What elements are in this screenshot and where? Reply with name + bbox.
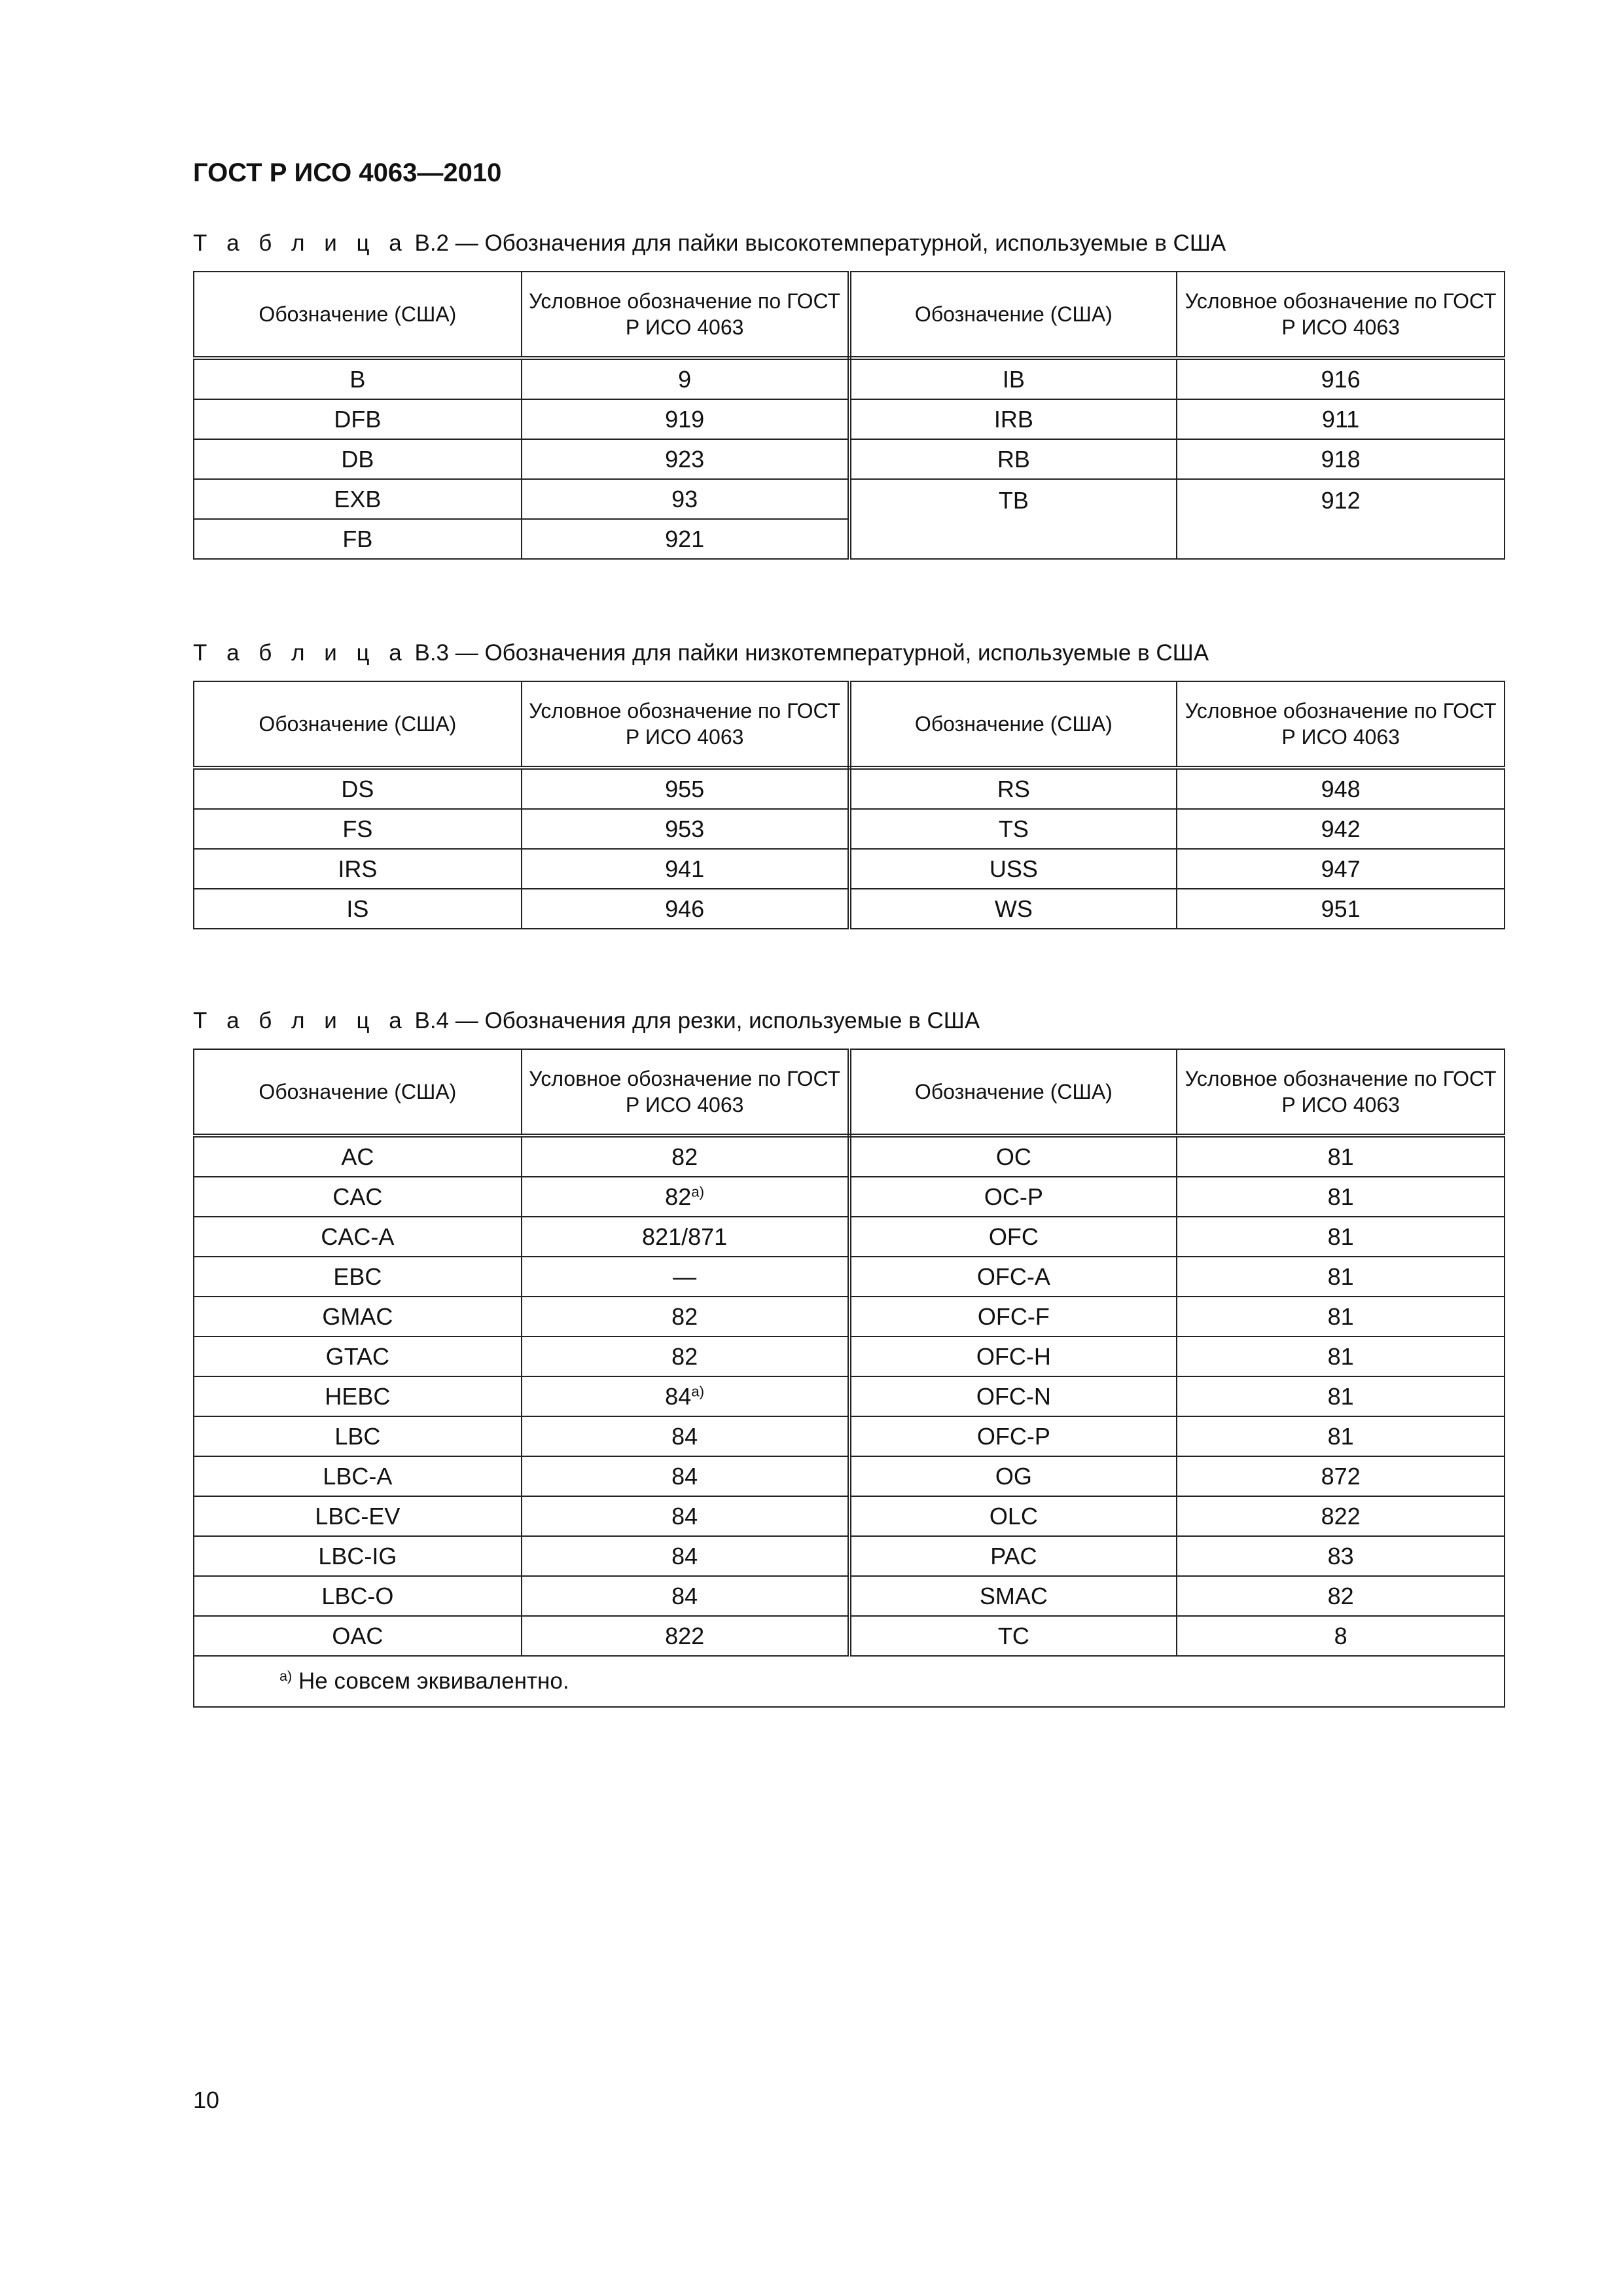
table-b4-header-row xyxy=(194,1049,1505,1136)
table-cell: 919 xyxy=(522,399,849,439)
table-b4 xyxy=(193,1049,1505,1708)
table-b2-header-us-designation: Обозначение (США) xyxy=(194,272,522,358)
table-cell: IRS xyxy=(194,849,522,889)
table-cell: LBC-EV xyxy=(194,1496,522,1536)
table-cell: DB xyxy=(194,439,522,479)
table-cell: USS xyxy=(849,849,1177,889)
table-row xyxy=(194,1536,1505,1576)
table-cell: 82 xyxy=(522,1297,849,1336)
table-b4-header-gost-designation: Условное обозначение по ГОСТ Р ИСО 4063 xyxy=(1177,1049,1505,1136)
table-cell: 916 xyxy=(1177,358,1505,399)
table-cell-value: 82 xyxy=(665,1183,692,1210)
table-cell: 81 xyxy=(1177,1376,1505,1416)
table-row xyxy=(194,1376,1505,1416)
table-row xyxy=(194,1177,1505,1217)
table-b3-caption-text: В.3 — Обозначения для пайки низкотемпературной, используемые в США xyxy=(414,640,1209,666)
table-cell: IB xyxy=(849,358,1177,399)
table-row xyxy=(194,849,1505,889)
table-cell: SMAC xyxy=(849,1576,1177,1616)
table-b3-header-us-designation: Обозначение (США) xyxy=(194,681,522,768)
table-b4-header-us-designation: Обозначение (США) xyxy=(194,1049,522,1136)
table-cell: 82 xyxy=(522,1136,849,1177)
table-cell: DS xyxy=(194,768,522,809)
table-cell: CAC xyxy=(194,1177,522,1217)
table-cell: 912 xyxy=(1177,479,1505,559)
table-cell: OAC xyxy=(194,1616,522,1656)
table-row xyxy=(194,1297,1505,1336)
table-cell: — xyxy=(522,1257,849,1297)
table-cell: 84 xyxy=(522,1416,849,1456)
table-cell: OLC xyxy=(849,1496,1177,1536)
table-b2-header-row xyxy=(194,272,1505,358)
table-cell: 82 xyxy=(522,1336,849,1376)
table-cell: 941 xyxy=(522,849,849,889)
table-row xyxy=(194,1456,1505,1496)
table-cell: GMAC xyxy=(194,1297,522,1336)
table-row xyxy=(194,1616,1505,1656)
table-cell xyxy=(522,1177,849,1217)
table-cell: OFC-H xyxy=(849,1336,1177,1376)
table-cell: 9 xyxy=(522,358,849,399)
table-cell: 81 xyxy=(1177,1136,1505,1177)
table-cell: AC xyxy=(194,1136,522,1177)
table-cell: OC xyxy=(849,1136,1177,1177)
table-b2-header-gost-designation: Условное обозначение по ГОСТ Р ИСО 4063 xyxy=(1177,272,1505,358)
footnote-marker: a) xyxy=(691,1383,705,1400)
table-cell xyxy=(522,1376,849,1416)
table-cell: 923 xyxy=(522,439,849,479)
table-cell: RB xyxy=(849,439,1177,479)
table-row xyxy=(194,1336,1505,1376)
table-cell: OG xyxy=(849,1456,1177,1496)
table-footnote xyxy=(194,1656,1505,1707)
table-b3-caption xyxy=(193,640,1209,666)
table-cell: TS xyxy=(849,809,1177,849)
table-cell: 822 xyxy=(522,1616,849,1656)
table-footnote-row xyxy=(194,1656,1505,1707)
table-cell: 93 xyxy=(522,479,849,519)
table-cell: FS xyxy=(194,809,522,849)
table-cell: TB xyxy=(849,479,1177,559)
table-cell: LBC-A xyxy=(194,1456,522,1496)
table-b4-header-us-designation: Обозначение (США) xyxy=(849,1049,1177,1136)
table-cell: 81 xyxy=(1177,1336,1505,1376)
footnote-marker: a) xyxy=(691,1183,705,1200)
table-cell: 918 xyxy=(1177,439,1505,479)
footnote-marker: a) xyxy=(279,1668,293,1685)
table-row xyxy=(194,1496,1505,1536)
table-cell: IRB xyxy=(849,399,1177,439)
table-cell: 8 xyxy=(1177,1616,1505,1656)
table-b3-header-us-designation: Обозначение (США) xyxy=(849,681,1177,768)
table-cell: OFC xyxy=(849,1217,1177,1257)
table-row xyxy=(194,399,1505,439)
table-cell: B xyxy=(194,358,522,399)
table-row xyxy=(194,889,1505,929)
table-cell: LBC-O xyxy=(194,1576,522,1616)
table-row xyxy=(194,358,1505,399)
table-cell: HEBC xyxy=(194,1376,522,1416)
table-b4-caption xyxy=(193,1008,980,1034)
table-cell: DFB xyxy=(194,399,522,439)
table-row xyxy=(194,439,1505,479)
table-cell: 946 xyxy=(522,889,849,929)
table-b3-header-gost-designation: Условное обозначение по ГОСТ Р ИСО 4063 xyxy=(522,681,849,768)
table-b3-header-row xyxy=(194,681,1505,768)
table-cell: 951 xyxy=(1177,889,1505,929)
table-cell: 81 xyxy=(1177,1257,1505,1297)
table-b2-caption-prefix: Т а б л и ц а xyxy=(193,230,408,256)
table-cell: TC xyxy=(849,1616,1177,1656)
table-b3-caption-prefix: Т а б л и ц а xyxy=(193,640,408,666)
table-b3 xyxy=(193,681,1505,929)
table-cell: 83 xyxy=(1177,1536,1505,1576)
table-cell: LBC xyxy=(194,1416,522,1456)
table-cell: 872 xyxy=(1177,1456,1505,1496)
table-cell: OC-P xyxy=(849,1177,1177,1217)
table-cell: 84 xyxy=(522,1576,849,1616)
table-row xyxy=(194,1136,1505,1177)
table-cell-value: 84 xyxy=(665,1382,692,1410)
table-row xyxy=(194,479,1505,519)
table-cell: OFC-A xyxy=(849,1257,1177,1297)
page-number: 10 xyxy=(193,2087,220,2113)
table-b2-caption-text: В.2 — Обозначения для пайки высокотемпературной, используемые в США xyxy=(414,230,1226,256)
table-cell: EBC xyxy=(194,1257,522,1297)
table-row xyxy=(194,809,1505,849)
table-cell: 947 xyxy=(1177,849,1505,889)
table-cell: 921 xyxy=(522,519,849,559)
table-b4-caption-prefix: Т а б л и ц а xyxy=(193,1008,408,1033)
table-cell: 942 xyxy=(1177,809,1505,849)
table-cell: 821/871 xyxy=(522,1217,849,1257)
table-cell: 84 xyxy=(522,1456,849,1496)
table-b4-caption-text: В.4 — Обозначения для резки, используемые в США xyxy=(414,1008,980,1033)
document-title: ГОСТ Р ИСО 4063—2010 xyxy=(193,158,502,187)
table-cell: 81 xyxy=(1177,1297,1505,1336)
table-b2 xyxy=(193,271,1505,560)
table-b2-header-gost-designation: Условное обозначение по ГОСТ Р ИСО 4063 xyxy=(522,272,849,358)
table-cell: RS xyxy=(849,768,1177,809)
table-cell: 81 xyxy=(1177,1177,1505,1217)
table-cell: 82 xyxy=(1177,1576,1505,1616)
table-cell: IS xyxy=(194,889,522,929)
table-cell: 84 xyxy=(522,1496,849,1536)
table-cell: LBC-IG xyxy=(194,1536,522,1576)
table-cell: FB xyxy=(194,519,522,559)
table-row xyxy=(194,1576,1505,1616)
footnote-text: Не совсем эквивалентно. xyxy=(298,1668,569,1694)
table-cell: 953 xyxy=(522,809,849,849)
table-cell: 81 xyxy=(1177,1416,1505,1456)
table-b3-header-gost-designation: Условное обозначение по ГОСТ Р ИСО 4063 xyxy=(1177,681,1505,768)
table-cell: 84 xyxy=(522,1536,849,1576)
table-cell: 81 xyxy=(1177,1217,1505,1257)
table-b2-caption xyxy=(193,230,1226,257)
table-cell: GTAC xyxy=(194,1336,522,1376)
table-b4-header-gost-designation: Условное обозначение по ГОСТ Р ИСО 4063 xyxy=(522,1049,849,1136)
table-row xyxy=(194,1257,1505,1297)
table-cell: EXB xyxy=(194,479,522,519)
table-cell: CAC-A xyxy=(194,1217,522,1257)
table-cell: OFC-P xyxy=(849,1416,1177,1456)
table-cell: WS xyxy=(849,889,1177,929)
table-cell: OFC-F xyxy=(849,1297,1177,1336)
table-cell: 955 xyxy=(522,768,849,809)
table-cell: 822 xyxy=(1177,1496,1505,1536)
table-row xyxy=(194,1217,1505,1257)
table-cell: PAC xyxy=(849,1536,1177,1576)
table-b2-header-us-designation: Обозначение (США) xyxy=(849,272,1177,358)
table-cell: 948 xyxy=(1177,768,1505,809)
table-cell: OFC-N xyxy=(849,1376,1177,1416)
table-row xyxy=(194,1416,1505,1456)
table-row xyxy=(194,768,1505,809)
table-cell: 911 xyxy=(1177,399,1505,439)
